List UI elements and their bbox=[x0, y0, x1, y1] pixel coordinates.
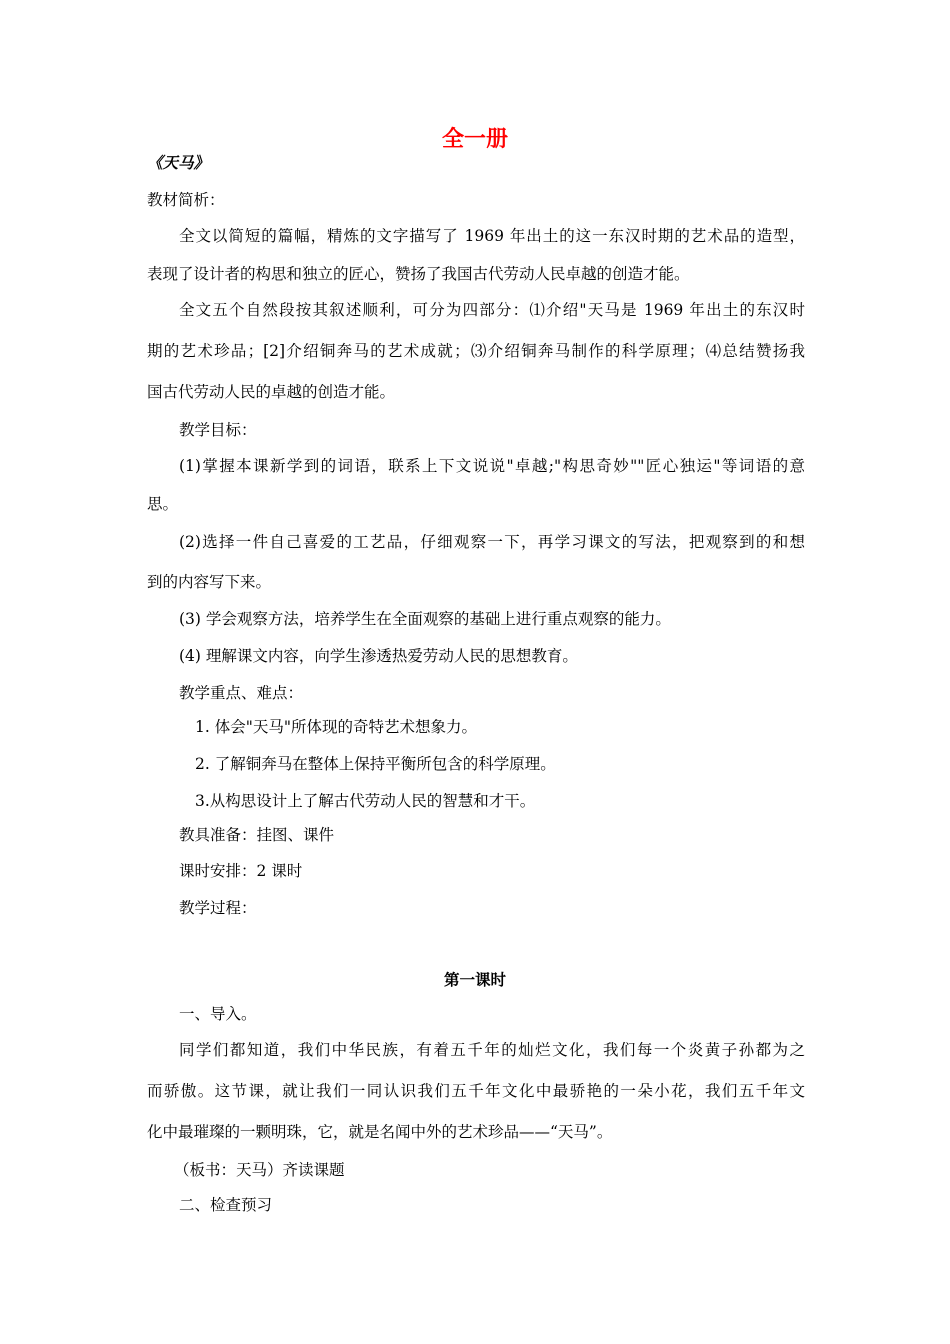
analysis-paragraph-1-line-1: 全文以简短的篇幅，精炼的文字描写了 1969 年出土的这一东汉时期的艺术品的造型， bbox=[179, 227, 805, 245]
goal-2-line-2: 到的内容写下来。 bbox=[147, 573, 272, 591]
document-title: 全一册 bbox=[441, 126, 508, 152]
analysis-paragraph-1-line-2: 表现了设计者的构思和独立的匠心，赞扬了我国古代劳动人民卓越的创造才能。 bbox=[147, 265, 690, 283]
goals-heading: 教学目标： bbox=[179, 421, 257, 439]
teaching-process-heading: 教学过程： bbox=[179, 899, 257, 917]
analysis-paragraph-2-line-1: 全文五个自然段按其叙述顺利，可分为四部分：⑴介绍"天马是 1969 年出土的东汉时 bbox=[179, 301, 805, 319]
analysis-paragraph-2-line-2: 期的艺术珍品；[2]介绍铜奔马的艺术成就；⑶介绍铜奔马制作的科学原理；⑷总结赞扬我 bbox=[147, 342, 805, 360]
intro-line-2: 而骄傲。这节课，就让我们一同认识我们五千年文化中最骄艳的一朵小花，我们五千年文 bbox=[147, 1082, 805, 1100]
focus-item-1: 1. 体会"天马"所体现的奇特艺术想象力。 bbox=[195, 718, 477, 736]
lesson-schedule: 课时安排：2 课时 bbox=[179, 862, 303, 880]
goal-1-line-1: (1)掌握本课新学到的词语，联系上下文说说"卓越;"构思奇妙""匠心独运"等词语的意 bbox=[179, 457, 805, 475]
board-note: （板书：天马）齐读课题 bbox=[174, 1161, 345, 1179]
lesson-1-title: 第一课时 bbox=[443, 970, 506, 989]
intro-line-1: 同学们都知道，我们中华民族，有着五千年的灿烂文化，我们每一个炎黄子孙都为之 bbox=[179, 1041, 805, 1059]
goal-1-line-2: 思。 bbox=[147, 495, 179, 513]
goal-3: (3) 学会观察方法，培养学生在全面观察的基础上进行重点观察的能力。 bbox=[179, 610, 671, 628]
focus-item-3: 3.从构思设计上了解古代劳动人民的智慧和才干。 bbox=[195, 792, 536, 810]
lesson-title: 《天马》 bbox=[147, 153, 210, 172]
intro-line-3: 化中最璀璨的一颗明珠，它，就是名闻中外的艺术珍品——“天马”。 bbox=[147, 1123, 613, 1141]
teaching-tools: 教具准备：挂图、课件 bbox=[179, 826, 335, 844]
step-2-heading: 二、检查预习 bbox=[179, 1196, 273, 1214]
goal-2-line-1: (2)选择一件自己喜爱的工艺品，仔细观察一下，再学习课文的写法，把观察到的和想 bbox=[179, 533, 805, 551]
analysis-paragraph-2-line-3: 国古代劳动人民的卓越的创造才能。 bbox=[147, 383, 396, 401]
goal-4: (4) 理解课文内容，向学生渗透热爱劳动人民的思想教育。 bbox=[179, 647, 578, 665]
analysis-heading: 教材简析： bbox=[147, 191, 225, 209]
step-1-heading: 一、导入。 bbox=[179, 1005, 257, 1023]
focus-item-2: 2. 了解铜奔马在整体上保持平衡所包含的科学原理。 bbox=[195, 755, 556, 773]
focus-heading: 教学重点、难点： bbox=[179, 684, 304, 702]
